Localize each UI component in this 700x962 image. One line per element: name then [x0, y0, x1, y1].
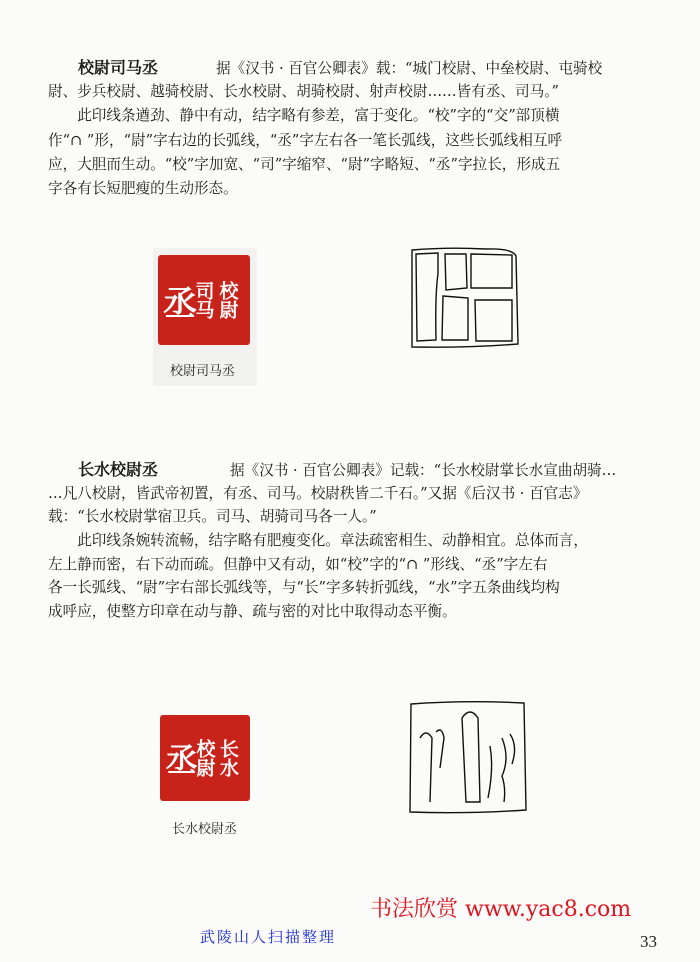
- section1-text: 作“∩ ”形，“尉”字右边的长弧线，“丞”字左右各一笔长弧线，这些长弧线相互呼: [48, 132, 563, 149]
- seal-impression-1: [158, 255, 250, 345]
- section1-text: 应，大胆而生动。“校”字加宽、“司”字缩窄、“尉”字略短、“丞”字拉长，形成五: [48, 156, 561, 173]
- seal-glyph: 校尉: [216, 281, 239, 319]
- section1-first-line: [48, 58, 602, 79]
- section2-text: 载：“长水校尉掌宿卫兵。司马、胡骑司马各一人。”: [48, 508, 377, 525]
- section1-text: 尉、步兵校尉、越骑校尉、长水校尉、胡骑校尉、射声校尉……皆有丞、司马。”: [48, 83, 559, 100]
- section1-text: 此印线条遒劲、静中有动，结字略有参差，富于变化。“校”字的“交”部顶横: [48, 107, 560, 124]
- seal1-caption: 校尉司马丞: [170, 364, 236, 379]
- section2-text: 左上静而密，右下动而疏。但静中又有动，如“校”字的“∩ ”形线、“丞”字左右: [48, 556, 548, 573]
- seal-glyph: 校尉: [193, 739, 216, 777]
- section2-title: 长水校尉丞: [78, 460, 159, 479]
- seal-column: [217, 721, 240, 795]
- section2-text: 据《汉书 · 百官公卿表》记载：“长水校尉掌长水宣曲胡骑…: [230, 462, 617, 479]
- section1-text: 据《汉书 · 百官公卿表》载：“城门校尉、中垒校尉、屯骑校: [216, 60, 603, 77]
- seal-column: [192, 261, 216, 339]
- section2-text: 此印线条婉转流畅，结字略有肥瘦变化。章法疏密相生、动静相宜。总体而言，: [48, 532, 588, 549]
- seal-column: [163, 261, 197, 339]
- seal-column: [216, 261, 240, 339]
- section2-text: 各一长弧线、“尉”字右部长弧线等，与“长”字多转折弧线，“水”字五条曲线均构: [48, 579, 560, 596]
- section1-title: 校尉司马丞: [78, 58, 159, 77]
- seal1-layout-diagram: [408, 244, 523, 358]
- seal2-layout-diagram: [406, 698, 532, 818]
- scan-credit: 武陵山人扫描整理: [200, 928, 337, 946]
- section2-text: 成呼应，使整方印章在动与静、疏与密的对比中取得动态平衡。: [48, 603, 457, 620]
- section1-text: 字各有长短肥瘦的生动形态。: [48, 180, 238, 197]
- site-watermark: 书法欣赏 www.yac8.com: [370, 897, 632, 922]
- seal-column: [165, 721, 198, 795]
- seal-impression-2: [160, 715, 250, 801]
- seal-column: [193, 721, 216, 795]
- section2-text: …凡八校尉，皆武帝初置，有丞、司马。校尉秩皆二千石。”又据《后汉书 · 百官志》: [48, 485, 588, 502]
- seal-glyph: 丞: [165, 741, 198, 779]
- page-number: 33: [640, 932, 657, 951]
- seal-glyph: 丞: [163, 283, 197, 324]
- seal-glyph: 长水: [216, 739, 239, 777]
- seal2-caption: 长水校尉丞: [172, 822, 238, 837]
- section2-first-line: [48, 460, 616, 481]
- seal-glyph: 司马: [192, 281, 215, 319]
